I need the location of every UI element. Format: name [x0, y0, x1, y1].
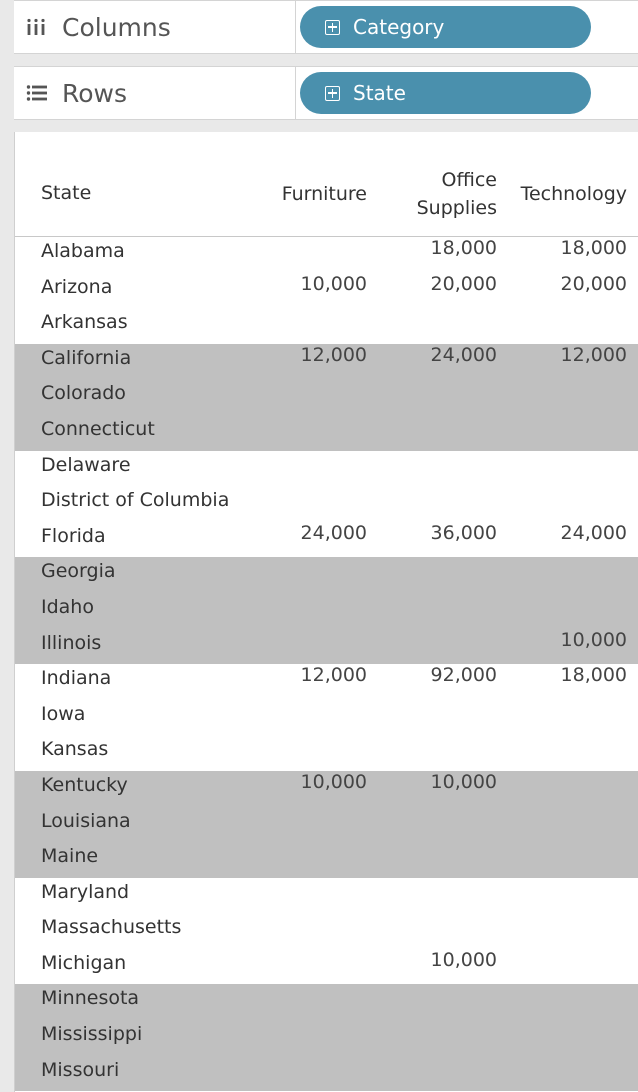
row-office-supplies-cell[interactable]: 18,000: [430, 237, 497, 259]
row-office-supplies-cell[interactable]: 10,000: [430, 948, 497, 971]
row-furniture-cell[interactable]: 10,000: [300, 770, 367, 793]
row-technology-cell[interactable]: 10,000: [560, 628, 627, 651]
header-furniture[interactable]: Furniture: [281, 183, 367, 205]
row-state-cell[interactable]: District of Columbia: [41, 489, 230, 512]
table-row[interactable]: [15, 1020, 638, 1056]
table-row[interactable]: [15, 771, 638, 807]
row-state-cell[interactable]: Georgia: [41, 560, 116, 583]
row-office-supplies-cell[interactable]: 24,000: [430, 343, 497, 366]
rows-icon: [26, 85, 50, 101]
table-row[interactable]: [15, 629, 638, 665]
row-state-cell[interactable]: Minnesota: [41, 987, 140, 1010]
row-office-supplies-cell[interactable]: 10,000: [430, 770, 497, 793]
table-row[interactable]: [15, 949, 638, 985]
row-state-cell[interactable]: Kentucky: [41, 773, 128, 796]
row-state-cell[interactable]: Connecticut: [41, 417, 155, 440]
columns-shelf: [14, 0, 638, 54]
table-body: [15, 237, 638, 1091]
category-pill[interactable]: [300, 6, 591, 48]
row-state-cell[interactable]: Massachusetts: [41, 916, 182, 939]
expand-plus-icon[interactable]: [325, 86, 340, 101]
row-state-cell[interactable]: Michigan: [41, 951, 127, 974]
row-furniture-cell[interactable]: 12,000: [300, 343, 367, 366]
header-technology[interactable]: Technology: [520, 183, 627, 205]
row-technology-cell[interactable]: 20,000: [560, 272, 627, 295]
row-state-cell[interactable]: Kansas: [41, 738, 109, 761]
rows-label: Rows: [62, 78, 128, 108]
row-state-cell[interactable]: Mississippi: [41, 1023, 143, 1046]
row-technology-cell[interactable]: 18,000: [560, 664, 627, 687]
row-state-cell[interactable]: California: [41, 346, 132, 369]
table-row[interactable]: [15, 379, 638, 415]
table-row[interactable]: [15, 878, 638, 914]
row-state-cell[interactable]: Iowa: [41, 702, 86, 725]
table-row[interactable]: [15, 486, 638, 522]
table-row[interactable]: [15, 237, 638, 273]
row-state-cell[interactable]: Alabama: [41, 240, 125, 262]
row-state-cell[interactable]: Arizona: [41, 275, 113, 298]
row-state-cell[interactable]: Indiana: [41, 667, 112, 690]
table-row[interactable]: [15, 308, 638, 344]
columns-shelf-label: [14, 1, 296, 53]
state-pill[interactable]: [300, 72, 591, 114]
row-state-cell[interactable]: Louisiana: [41, 809, 131, 832]
table-row[interactable]: [15, 344, 638, 380]
rows-shelf: [14, 66, 638, 120]
row-office-supplies-cell[interactable]: 92,000: [430, 664, 497, 687]
header-office-supplies[interactable]: Office Supplies: [416, 169, 497, 219]
table-row[interactable]: [15, 273, 638, 309]
expand-plus-icon[interactable]: [325, 20, 340, 35]
row-state-cell[interactable]: Missouri: [41, 1058, 120, 1081]
table-row[interactable]: [15, 664, 638, 700]
table-row[interactable]: [15, 735, 638, 771]
table-row[interactable]: [15, 842, 638, 878]
crosstab-view: [14, 132, 638, 1092]
table-row[interactable]: [15, 913, 638, 949]
table-row[interactable]: [15, 593, 638, 629]
row-state-cell[interactable]: Maryland: [41, 880, 130, 903]
row-office-supplies-cell[interactable]: 36,000: [430, 521, 497, 544]
state-pill-label: State: [353, 81, 406, 105]
table-row[interactable]: [15, 984, 638, 1020]
table-row[interactable]: [15, 522, 638, 558]
row-furniture-cell[interactable]: 10,000: [300, 272, 367, 295]
table-header: [15, 132, 638, 237]
table-row[interactable]: [15, 700, 638, 736]
row-state-cell[interactable]: Maine: [41, 845, 99, 868]
table-row[interactable]: [15, 1056, 638, 1092]
row-technology-cell[interactable]: 24,000: [560, 521, 627, 544]
row-state-cell[interactable]: Illinois: [41, 631, 102, 654]
category-pill-label: Category: [353, 15, 445, 39]
row-state-cell[interactable]: Delaware: [41, 453, 131, 476]
table-row[interactable]: [15, 807, 638, 843]
table-row[interactable]: [15, 415, 638, 451]
header-state[interactable]: State: [41, 182, 92, 204]
table-row[interactable]: [15, 451, 638, 487]
row-state-cell[interactable]: Colorado: [41, 382, 126, 405]
row-technology-cell[interactable]: 18,000: [560, 237, 627, 259]
columns-label: Columns: [62, 12, 171, 42]
row-office-supplies-cell[interactable]: 20,000: [430, 272, 497, 295]
row-furniture-cell[interactable]: 24,000: [300, 521, 367, 544]
columns-icon: [26, 18, 50, 36]
row-technology-cell[interactable]: 12,000: [560, 343, 627, 366]
rows-shelf-label: [14, 67, 296, 119]
row-state-cell[interactable]: Idaho: [41, 595, 94, 618]
row-furniture-cell[interactable]: 12,000: [300, 664, 367, 687]
row-state-cell[interactable]: Arkansas: [41, 311, 128, 334]
row-state-cell[interactable]: Florida: [41, 524, 106, 547]
table-row[interactable]: [15, 557, 638, 593]
